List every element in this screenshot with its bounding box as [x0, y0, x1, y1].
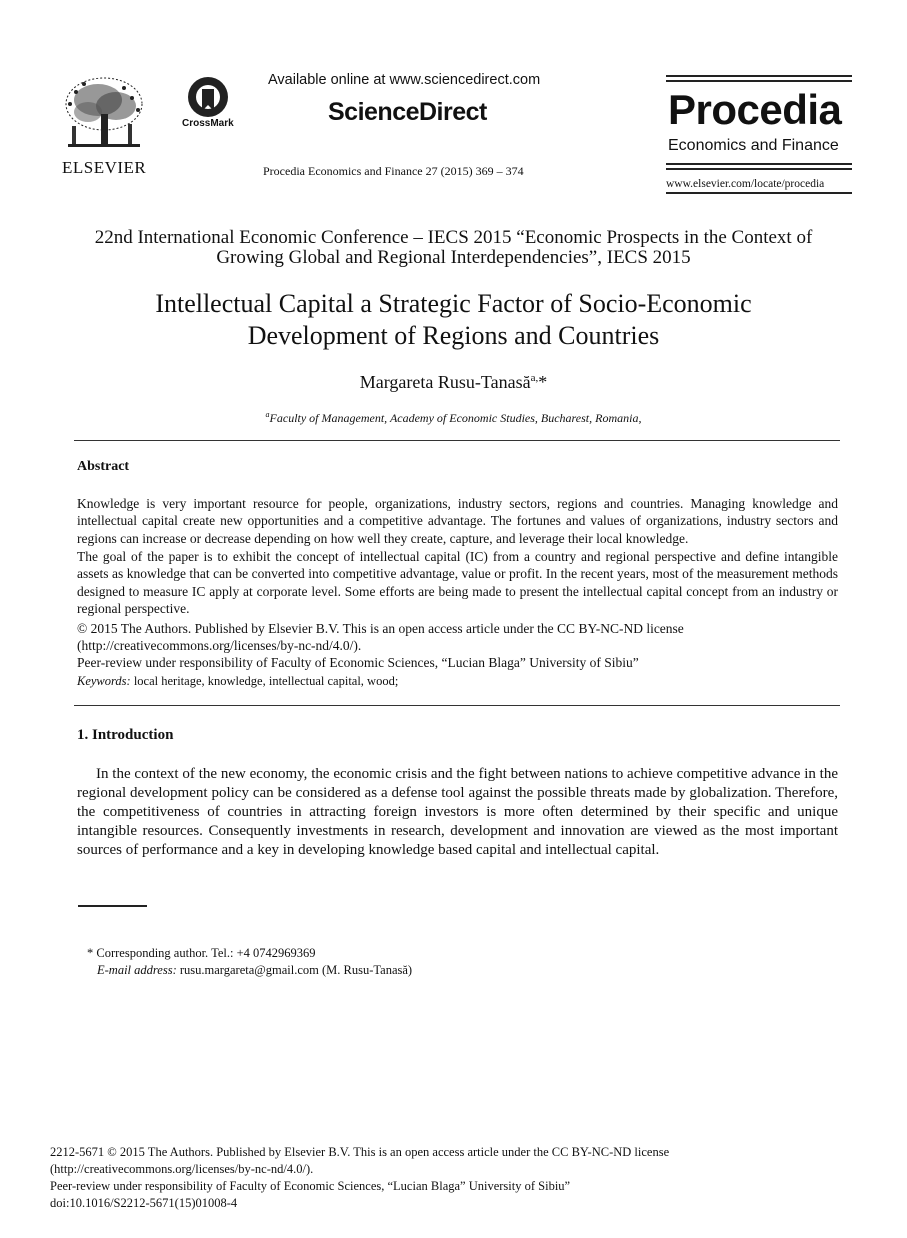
abstract-bottom-rule — [74, 705, 840, 706]
available-online: Available online at www.sciencedirect.com — [268, 72, 541, 88]
author-line — [0, 372, 907, 393]
footer-doi[interactable]: doi:10.1016/S2212-5671(15)01008-4 — [50, 1196, 238, 1210]
procedia-bottom-rule — [666, 192, 852, 194]
title-line-1: Intellectual Capital a Strategic Factor of Socio-Economic — [155, 289, 752, 318]
abstract-paragraph-1: Knowledge is very important resource for people, organizations, industry sectors, regions and countries. Managing knowledge and intellectual capital create new opportunities and a competitive advantage. The fortunes and values of organizations, industry sectors and regions can increase or decrease depending on how well they create, capture, and leverage their local knowledge. — [77, 496, 838, 546]
procedia-top-rule — [666, 75, 852, 77]
procedia-title: Procedia — [668, 86, 842, 133]
procedia-subtitle: Economics and Finance — [668, 137, 839, 154]
abstract-copyright: © 2015 The Authors. Published by Elsevier B.V. This is an open access article under the CC BY-NC-ND license — [77, 621, 684, 636]
affiliation-sup: a — [265, 410, 270, 419]
conference-name: 22nd International Economic Conference – IECS 2015 “Economic Prospects in the Context of Growing Global and Regional Interdependencies”, IECS 2015 — [94, 227, 813, 268]
sciencedirect-logo[interactable]: ScienceDirect — [328, 98, 487, 126]
procedia-mid-rule-2 — [666, 168, 852, 170]
paper-title — [100, 288, 807, 352]
keywords — [77, 673, 838, 690]
procedia-url[interactable]: www.elsevier.com/locate/procedia — [666, 178, 825, 190]
footer-license-link[interactable]: (http://creativecommons.org/licenses/by-nc-nd/4.0/). — [50, 1162, 314, 1176]
author-star: * — [538, 372, 548, 392]
procedia-mid-rule — [666, 163, 852, 165]
introduction-paragraph: In the context of the new economy, the economic crisis and the fight between nations to achieve competitive advance in the regional development policy can be considered as a defense tool against the possible threats made by globalization. Therefore, the competitiveness of countries in attracting foreign investors is more often determined by their specific and unique intangible resources. Consequently investments in research, development and innovation are viewed as the most important sources of performance and a key in developing knowledge based capital and intellectual capital. — [77, 766, 838, 858]
abstract-peer-review: Peer-review under responsibility of Faculty of Economic Sciences, “Lucian Blaga” University of Sibiu” — [77, 655, 639, 670]
title-line-2: Development of Regions and Countries — [247, 321, 660, 350]
abstract-license-link[interactable]: (http://creativecommons.org/licenses/by-nc-nd/4.0/). — [77, 638, 362, 653]
footer-peer-review: Peer-review under responsibility of Faculty of Economic Sciences, “Lucian Blaga” University of Sibiu” — [50, 1179, 571, 1193]
abstract-heading: Abstract — [77, 459, 130, 474]
footnote-email-value[interactable]: rusu.margareta@gmail.com (M. Rusu-Tanasă) — [176, 963, 413, 977]
author-name: Margareta Rusu-Tanasă — [359, 372, 531, 392]
keywords-label: Keywords: — [77, 674, 131, 688]
procedia-top-rule-2 — [666, 80, 852, 82]
keywords-text: local heritage, knowledge, intellectual capital, wood; — [130, 674, 399, 688]
affiliation-text: Faculty of Management, Academy of Economic Studies, Bucharest, Romania, — [269, 411, 642, 425]
crossmark-label: CrossMark — [182, 118, 234, 129]
author-affil-sup: a, — [530, 372, 539, 384]
footnote-email-label: E-mail address: — [97, 963, 177, 977]
footnote-email — [97, 963, 412, 978]
footnote-rule — [78, 905, 147, 907]
section-heading-introduction: 1. Introduction — [77, 727, 174, 743]
abstract-paragraph-2: The goal of the paper is to exhibit the concept of intellectual capital (IC) from a country and regional perspective and define intangible assets as knowledge that can be converted into competitive advantage, value or profit. In the recent years, most of the measurement methods designed to measure IC apply at corporate level. Some efforts are being made to present the intellectual capital concept from an industry or regional perspective. — [77, 549, 838, 617]
affiliation — [0, 410, 907, 426]
journal-reference: Procedia Economics and Finance 27 (2015) 369 – 374 — [263, 164, 524, 178]
abstract-top-rule — [74, 440, 840, 441]
crossmark-icon[interactable] — [186, 75, 230, 119]
elsevier-wordmark: ELSEVIER — [62, 158, 147, 177]
elsevier-tree-logo — [58, 74, 150, 156]
footnote-corresponding: * Corresponding author. Tel.: +4 0742969369 — [87, 946, 316, 960]
footer-issn-line: 2212-5671 © 2015 The Authors. Published by Elsevier B.V. This is an open access article under the CC BY-NC-ND license — [50, 1145, 670, 1159]
